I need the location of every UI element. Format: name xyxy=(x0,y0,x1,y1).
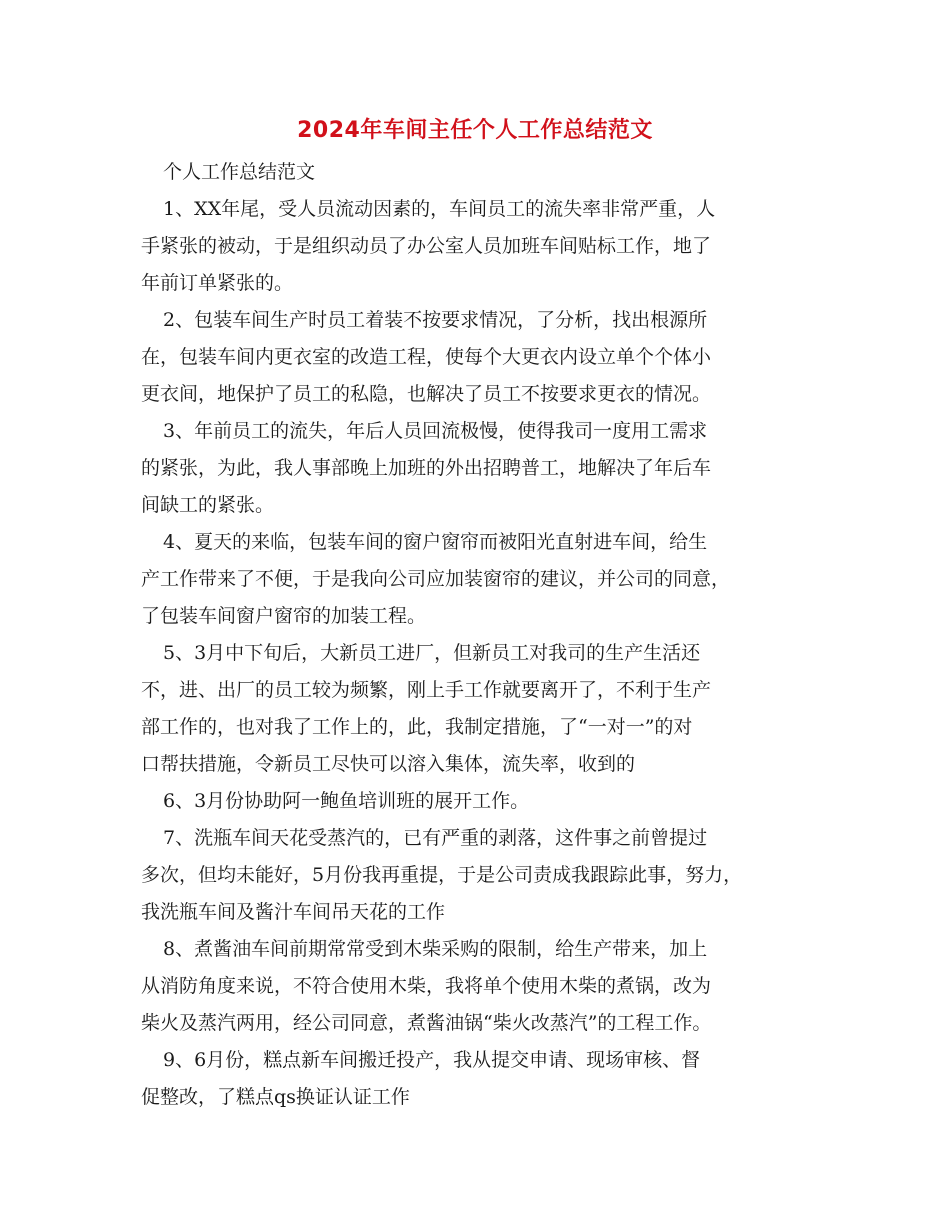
paragraph-4 xyxy=(141,524,821,635)
paragraph-line: 的紧张，为此，我人事部晚上加班的外出招聘普工，地解决了年后车 xyxy=(141,457,712,479)
paragraph-line: 部工作的，也对我了工作上的，此，我制定措施，了“一对一”的对 xyxy=(141,716,693,738)
paragraph-line: 更衣间，地保护了员工的私隐，也解决了员工不按要求更衣的情况。 xyxy=(141,383,712,405)
paragraph-line: 年前订单紧张的。 xyxy=(141,272,294,294)
paragraph-5 xyxy=(141,635,821,783)
paragraph-line: 多次，但均未能好，5月份我再重提，于是公司责成我跟踪此事，努力， xyxy=(141,864,743,886)
paragraph-line: 了包装车间窗户窗帘的加装工程。 xyxy=(141,605,427,627)
document-body xyxy=(141,154,821,1116)
paragraph-7 xyxy=(141,820,821,931)
paragraph-line: 从消防角度来说，不符合使用木柴，我将单个使用木柴的煮锅，改为 xyxy=(141,975,712,997)
paragraph-line: 间缺工的紧张。 xyxy=(141,494,275,516)
paragraph-line: 柴火及蒸汽两用，经公司同意，煮酱油锅“柴火改蒸汽”的工程工作。 xyxy=(141,1012,712,1034)
paragraph-line: 9、6月份，糕点新车间搬迁投产，我从提交申请、现场审核、督 xyxy=(163,1049,701,1071)
paragraph-line: 不，进、出厂的员工较为频繁，刚上手工作就要离开了，不利于生产 xyxy=(141,679,712,701)
paragraph-line: 1、XX年尾，受人员流动因素的，车间员工的流失率非常严重，人 xyxy=(163,198,716,220)
paragraph-line: 3、年前员工的流失，年后人员回流极慢，使得我司一度用工需求 xyxy=(163,420,708,442)
paragraph-line: 促整改，了糕点qs换证认证工作 xyxy=(141,1086,410,1108)
paragraph-line: 4、夏天的来临，包装车间的窗户窗帘而被阳光直射进车间，给生 xyxy=(163,531,708,553)
paragraph-8 xyxy=(141,931,821,1042)
paragraph-line: 8、煮酱油车间前期常常受到木柴采购的限制，给生产带来，加上 xyxy=(163,938,708,960)
paragraph-line: 2、包装车间生产时员工着装不按要求情况，了分析，找出根源所 xyxy=(163,309,708,331)
paragraph-9 xyxy=(141,1042,821,1116)
document-title: 2024年车间主任个人工作总结范文 xyxy=(297,118,653,143)
paragraph-1 xyxy=(141,191,821,302)
paragraph-line: 我洗瓶车间及酱汁车间吊天花的工作 xyxy=(141,901,446,923)
paragraph-line: 手紧张的被动，于是组织动员了办公室人员加班车间贴标工作，地了 xyxy=(141,235,712,257)
paragraph-2 xyxy=(141,302,821,413)
paragraph-line: 5、3月中下旬后，大新员工进厂，但新员工对我司的生产生活还 xyxy=(163,642,701,664)
paragraph-line: 6、3月份协助阿一鲍鱼培训班的展开工作。 xyxy=(163,790,530,812)
paragraph-line: 在，包装车间内更衣室的改造工程，使每个大更衣内设立单个个体小 xyxy=(141,346,712,368)
paragraph-line: 口帮扶措施，令新员工尽快可以溶入集体，流失率，收到的 xyxy=(141,753,636,775)
paragraph-6 xyxy=(141,783,821,820)
paragraph-line: 产工作带来了不便，于是我向公司应加装窗帘的建议，并公司的同意， xyxy=(141,568,731,590)
paragraph-subtitle xyxy=(141,154,821,191)
paragraph-line: 个人工作总结范文 xyxy=(163,161,316,183)
paragraph-3 xyxy=(141,413,821,524)
paragraph-line: 7、洗瓶车间天花受蒸汽的，已有严重的剥落，这件事之前曾提过 xyxy=(163,827,708,849)
